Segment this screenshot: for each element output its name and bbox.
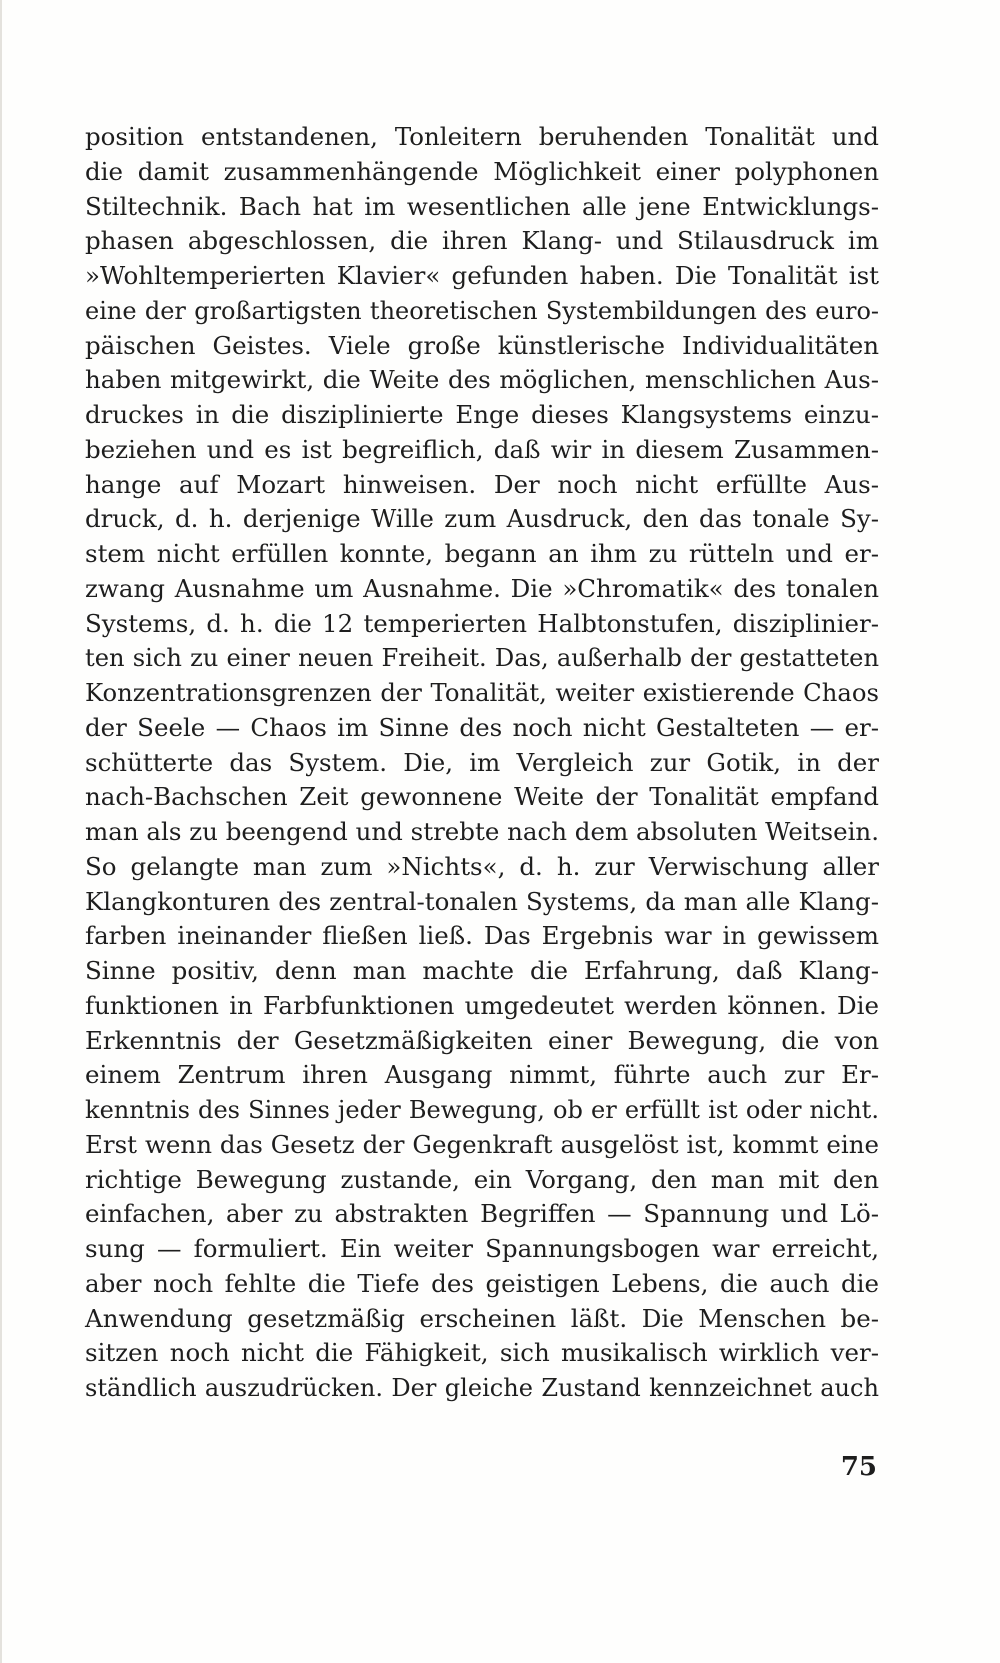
text-line: der Seele — Chaos im Sinne des noch nicht Gestalteten — er- bbox=[85, 712, 879, 742]
text-line: Systems, d. h. die 12 temperierten Halbtonstufen, disziplinier- bbox=[85, 608, 879, 638]
text-line: zwang Ausnahme um Ausnahme. Die »Chromatik« des tonalen bbox=[85, 573, 879, 603]
text-line: sitzen noch nicht die Fähigkeit, sich musikalisch wirklich ver- bbox=[85, 1338, 879, 1368]
text-line: Anwendung gesetzmäßig erscheinen läßt. Die Menschen be- bbox=[85, 1303, 879, 1333]
body-text bbox=[85, 120, 879, 1406]
text-line: phasen abgeschlossen, die ihren Klang- und Stilausdruck im bbox=[85, 226, 879, 256]
text-line: Konzentrationsgrenzen der Tonalität, weiter existierende Chaos bbox=[85, 678, 879, 707]
text-line: nach-Bachschen Zeit gewonnene Weite der Tonalität empfand bbox=[85, 782, 879, 812]
text-line: druck, d. h. derjenige Wille zum Ausdruck, den das tonale Sy- bbox=[85, 504, 879, 534]
text-line: schütterte das System. Die, im Vergleich zur Gotik, in der bbox=[85, 747, 879, 777]
text-line: hange auf Mozart hinweisen. Der noch nicht erfüllte Aus- bbox=[85, 469, 879, 499]
text-line: kenntnis des Sinnes jeder Bewegung, ob er erfüllt ist oder nicht. bbox=[85, 1096, 879, 1124]
text-line: ten sich zu einer neuen Freiheit. Das, außerhalb der gestatteten bbox=[85, 644, 879, 673]
text-line: Stiltechnik. Bach hat im wesentlichen alle jene Entwicklungs- bbox=[85, 191, 879, 221]
text-line: ständlich auszudrücken. Der gleiche Zustand kennzeichnet auch bbox=[85, 1374, 879, 1402]
text-line: Erkenntnis der Gesetzmäßigkeiten einer Bewegung, die von bbox=[85, 1025, 879, 1055]
text-line: Erst wenn das Gesetz der Gegenkraft ausgelöst ist, kommt eine bbox=[85, 1129, 879, 1159]
text-line: farben ineinander fließen ließ. Das Ergebnis war in gewissem bbox=[85, 921, 879, 951]
text-line: »Wohltemperierten Klavier« gefunden haben. Die Tonalität ist bbox=[85, 261, 879, 290]
text-line: man als zu beengend und strebte nach dem absoluten Weitsein. bbox=[85, 817, 879, 846]
text-line: haben mitgewirkt, die Weite des möglichen, menschlichen Aus- bbox=[85, 365, 879, 395]
text-line: Sinne positiv, denn man machte die Erfahrung, daß Klang- bbox=[85, 956, 879, 985]
text-line: So gelangte man zum »Nichts«, d. h. zur Verwischung aller bbox=[85, 851, 879, 881]
text-line: einfachen, aber zu abstrakten Begriffen — Spannung und Lö- bbox=[85, 1199, 879, 1229]
text-line: druckes in die disziplinierte Enge dieses Klangsystems einzu- bbox=[85, 400, 879, 429]
page-number: 75 bbox=[840, 1452, 877, 1482]
text-line: beziehen und es ist begreiflich, daß wir in diesem Zusammen- bbox=[85, 434, 879, 464]
text-line: Klangkonturen des zentral-tonalen Systems, da man alle Klang- bbox=[85, 886, 879, 916]
text-line: richtige Bewegung zustande, ein Vorgang, den man mit den bbox=[85, 1164, 879, 1194]
text-line: aber noch fehlte die Tiefe des geistigen Lebens, die auch die bbox=[85, 1268, 879, 1298]
text-line: position entstandenen, Tonleitern beruhenden Tonalität und bbox=[85, 122, 879, 151]
text-line: päischen Geistes. Viele große künstlerische Individualitäten bbox=[85, 330, 879, 360]
text-line: einem Zentrum ihren Ausgang nimmt, führte auch zur Er- bbox=[85, 1060, 879, 1090]
text-line: funktionen in Farbfunktionen umgedeutet werden können. Die bbox=[85, 990, 879, 1020]
text-line: stem nicht erfüllen konnte, begann an ihm zu rütteln und er- bbox=[85, 539, 879, 568]
text-line: eine der großartigsten theoretischen Systembildungen des euro- bbox=[85, 296, 879, 325]
text-line: sung — formuliert. Ein weiter Spannungsbogen war erreicht, bbox=[85, 1234, 879, 1263]
text-line: die damit zusammenhängende Möglichkeit einer polyphonen bbox=[85, 156, 879, 186]
